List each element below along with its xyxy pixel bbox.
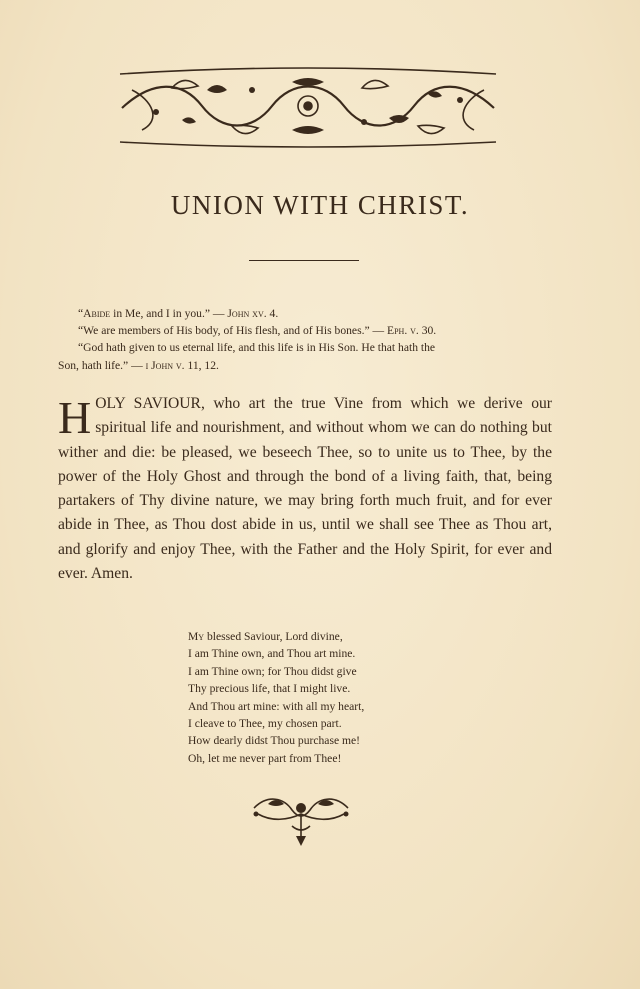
smallcaps-word: My xyxy=(188,630,205,643)
verse-line: And Thou art mine: with all my heart, xyxy=(188,699,365,713)
verse-line: I am Thine own, and Thou art mine. xyxy=(188,647,356,661)
epigraph-line xyxy=(58,339,558,356)
scripture-quote: Son, hath life.” — xyxy=(58,358,146,372)
floral-headpiece-ornament xyxy=(112,60,504,152)
scripture-reference: John xv. 4. xyxy=(227,307,279,320)
drop-cap: H xyxy=(58,392,92,443)
scripture-quote: “We are members of His body, of His flesh, and of His bones.” — xyxy=(78,324,388,338)
epigraph-line xyxy=(58,322,558,339)
verse-line: Thy precious life, that I might live. xyxy=(188,682,351,696)
verse-line: I am Thine own; for Thou didst give xyxy=(188,664,357,678)
verse-line: Oh, let me never part from Thee! xyxy=(188,751,342,765)
scripture-quote: in Me, and I in you.” — xyxy=(110,307,228,320)
epigraph xyxy=(58,305,558,374)
quote-mark: “ xyxy=(78,307,84,320)
floral-tailpiece-ornament xyxy=(248,792,354,848)
verse-text: blessed Saviour, Lord divine, xyxy=(204,630,343,643)
verse-line: How dearly didst Thou purchase me! xyxy=(188,734,361,748)
scripture-reference: i John v. 11, 12. xyxy=(145,358,219,372)
hymn-verse xyxy=(188,628,448,767)
verse-line xyxy=(188,628,448,645)
smallcaps-word: Abide xyxy=(83,307,111,320)
page-title: UNION WITH CHRIST. xyxy=(170,190,470,220)
prayer-opening: OLY SAVIOUR, xyxy=(95,395,205,412)
prayer-paragraph xyxy=(58,392,552,586)
scripture-quote: “God hath given to us eternal life, and this life is in His Son. He that hath the xyxy=(78,341,436,355)
title-rule-divider xyxy=(249,260,359,261)
verse-line: I cleave to Thee, my chosen part. xyxy=(188,717,342,731)
prayer-body: who art the true Vine from which we derive our spiritual life and nourishment, and without whom we can do nothing but wither and die: be pleased, we beseech Thee, so to unite us to Thee, by the power of the Holy Ghost and through the bond of a living faith, that, being partakers of Thy divine nature, we may bring forth much fruit, and for ever abide in Thee, as Thou dost abide in us, until we shall see Thee as Thou art, and glorify and enjoy Thee, with the Father and the Holy Spirit, for ever and ever. Amen. xyxy=(58,395,552,583)
epigraph-line xyxy=(58,357,558,374)
epigraph-line xyxy=(58,305,558,322)
scripture-reference: Eph. v. 30. xyxy=(387,324,437,338)
